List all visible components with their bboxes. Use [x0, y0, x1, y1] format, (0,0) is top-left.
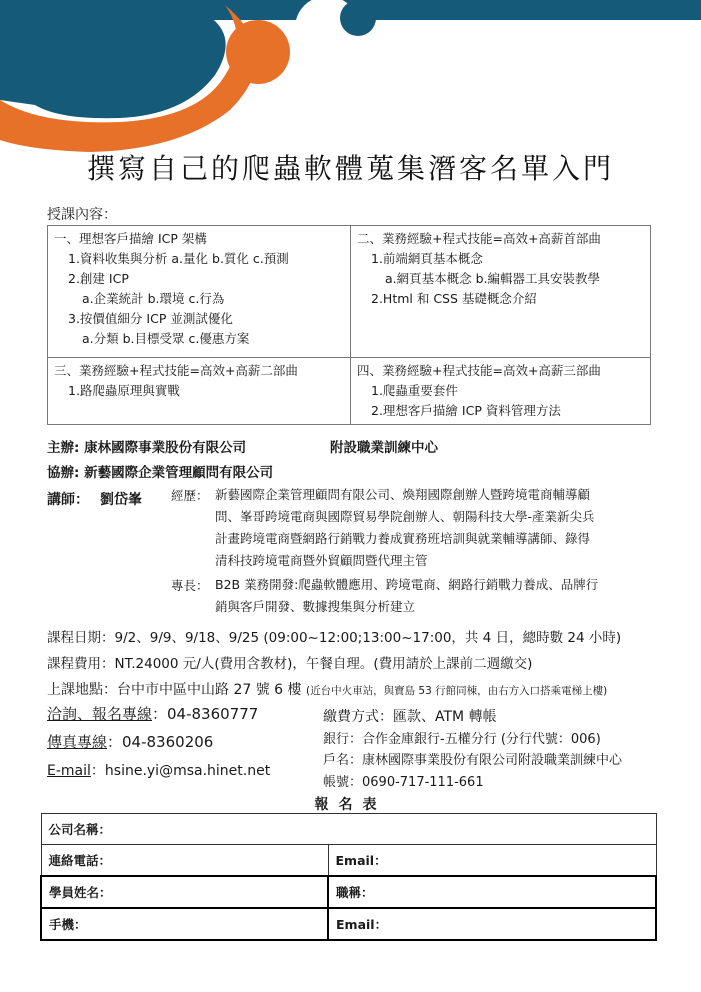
outline-line: 2.創建 ICP — [68, 271, 129, 286]
phone-value[interactable]: ：04-8360777 — [152, 705, 259, 723]
experience-line: 新藝國際企業管理顧問有限公司、煥翔國際創辦人暨跨境電商輔導顧 — [215, 487, 591, 502]
header-decoration — [0, 0, 701, 160]
section-heading: 四、業務經驗+程式技能=高效+高薪三部曲 — [357, 363, 601, 378]
co-host-org: 協辦: 新藝國際企業管理顧問有限公司 — [47, 465, 274, 481]
section-heading: 三、業務經驗+程式技能=高效+高薪二部曲 — [54, 363, 298, 378]
specialty-label: 專長： — [171, 578, 209, 593]
registration-form — [40, 813, 657, 941]
outline-line: 1.資料收集與分析 a.量化 b.質化 c.預測 — [68, 251, 289, 266]
fax-label: 傳真專線 — [47, 733, 108, 751]
section-heading: 一、理想客戶描繪 ICP 架構 — [54, 231, 207, 246]
contact-phone-field[interactable]: 連絡電話： — [41, 845, 328, 877]
course-outline-table — [47, 225, 651, 425]
course-location — [47, 679, 607, 699]
student-email-field[interactable]: Email： — [328, 908, 656, 940]
specialty-text — [215, 574, 655, 618]
location-note: (近台中火車站，與寶島 53 行館同棟，由右方入口搭乘電梯上樓) — [305, 685, 608, 697]
email-line — [47, 760, 270, 780]
outline-line: 3.按價值細分 ICP 並測試優化 — [68, 311, 233, 326]
instructor-name: 劉岱峯 — [100, 492, 142, 508]
outline-section-4 — [351, 358, 651, 425]
page-title: 撰寫自己的爬蟲軟體蒐集潛客名單入門 — [86, 152, 614, 185]
section-heading: 二、業務經驗+程式技能=高效+高薪首部曲 — [357, 231, 601, 246]
affiliate-org: 附設職業訓練中心 — [330, 440, 438, 456]
outline-line: 1.路爬蟲原理與實戰 — [68, 383, 180, 398]
specialty-line: B2B 業務開發:爬蟲軟體應用、跨境電商、網路行銷戰力養成、品牌行 — [215, 577, 599, 592]
outline-line: a.企業統計 b.環境 c.行為 — [82, 291, 225, 306]
experience-line: 計畫跨境電商暨網路行銷戰力養成實務班培訓與就業輔導講師、錄得 — [215, 531, 591, 546]
account-name: 戶名：康林國際事業股份有限公司附設職業訓練中心 — [323, 753, 623, 768]
outline-line: a.網頁基本概念 b.編輯器工具安裝教學 — [385, 271, 601, 286]
job-title-field[interactable]: 職稱： — [328, 876, 656, 908]
location-main: 上課地點：台中市中區中山路 27 號 6 樓 — [47, 682, 302, 698]
email-field[interactable]: Email： — [328, 845, 656, 877]
outline-line: 2.Html 和 CSS 基礎概念介紹 — [371, 291, 537, 306]
mobile-field[interactable]: 手機： — [41, 908, 328, 940]
experience-line: 問、峯哥跨境電商與國際貿易學院創辦人、朝陽科技大學-產業新尖兵 — [215, 509, 595, 524]
course-dates: 課程日期：9/2、9/9、9/18、9/25 (09:00~12:00;13:00~17:00，共 4 日，總時數 24 小時) — [47, 630, 622, 646]
email-label: E-mail — [47, 763, 91, 779]
student-name-field[interactable]: 學員姓名： — [41, 876, 328, 908]
experience-line: 清科技跨境電商暨外貿顧問暨代理主管 — [215, 553, 428, 568]
outline-line: 1.爬蟲重要套件 — [371, 383, 458, 398]
outline-line: 2.理想客戶描繪 ICP 資料管理方法 — [371, 403, 561, 418]
instructor-label: 講師： — [47, 492, 89, 508]
outline-section-1 — [48, 226, 351, 358]
outline-line: 1.前端網頁基本概念 — [371, 251, 483, 266]
outline-section-2 — [351, 226, 651, 358]
form-title: 報名表 — [314, 797, 387, 813]
email-value[interactable]: ：hsine.yi@msa.hinet.net — [90, 763, 271, 779]
fax-line — [47, 731, 213, 752]
payment-method: 繳費方式：匯款、ATM 轉帳 — [323, 709, 497, 725]
outline-section-3 — [48, 358, 351, 425]
phone-line — [47, 703, 258, 724]
phone-label: 洽詢、報名專線 — [47, 705, 153, 723]
course-fee: 課程費用：NT.24000 元/人(費用含教材)，午餐自理。(費用請於上課前二週繳交) — [47, 656, 533, 672]
experience-label: 經歷： — [171, 488, 209, 503]
account-number: 帳號：0690-717-111-661 — [323, 775, 484, 790]
specialty-line: 銷與客戶開發、數據搜集與分析建立 — [215, 599, 416, 614]
fax-value: ：04-8360206 — [107, 733, 214, 751]
company-name-field[interactable]: 公司名稱： — [41, 814, 656, 845]
bank-info: 銀行：合作金庫銀行-五權分行 (分行代號：006) — [323, 732, 601, 747]
experience-text — [215, 484, 655, 572]
host-org: 主辦: 康林國際事業股份有限公司 — [47, 440, 247, 456]
content-label: 授課內容： — [47, 207, 117, 223]
outline-line: a.分類 b.目標受眾 c.優惠方案 — [82, 331, 250, 346]
